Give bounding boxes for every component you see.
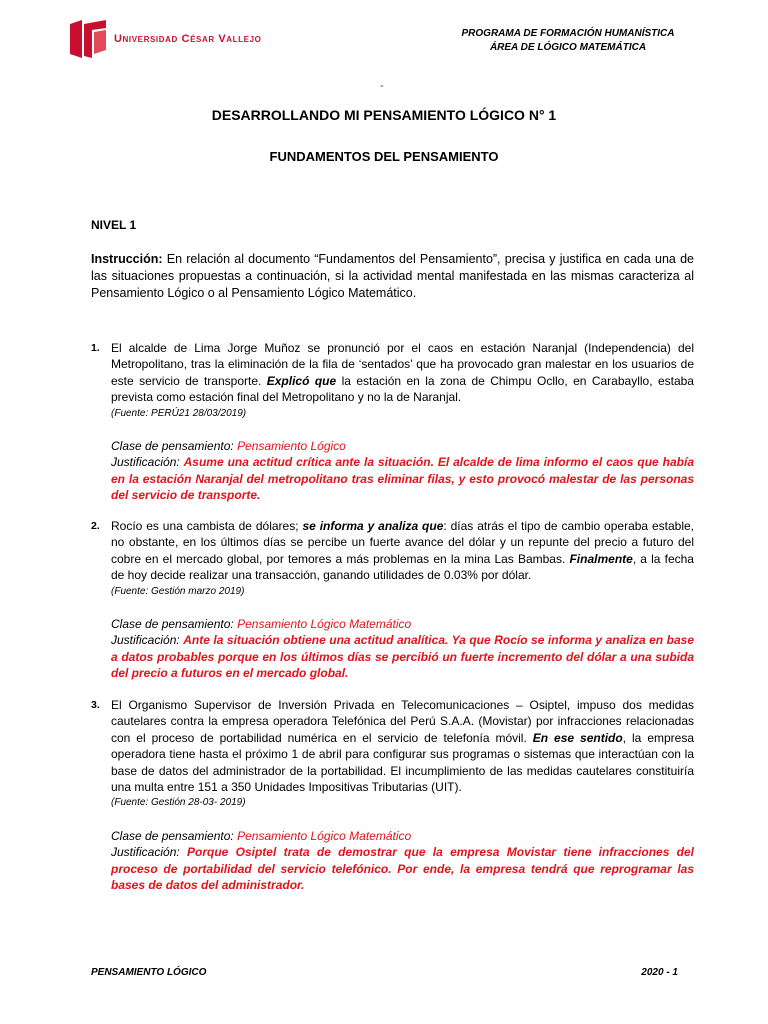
program-header	[438, 27, 698, 55]
statement-text: Rocío es una cambista de dólares;	[111, 519, 303, 533]
statement-text: la estación en la zona de Chimpu Ocllo, en Carabayllo, estaba prevista como estación final del Metropolitano y no la de Naranjal.	[111, 373, 694, 405]
thinking-class-line	[111, 616, 694, 632]
item-number: 2.	[91, 520, 100, 532]
statement-emphasis: se informa y analiza que	[302, 519, 444, 533]
program-line-2: ÁREA DE LÓGICO MATEMÁTICA	[489, 42, 647, 53]
justification	[111, 632, 694, 681]
exercise-item-3	[91, 697, 694, 893]
statement-text: El Organismo Supervisor de Inversión Privada en Telecomunicaciones – Osiptel, impuso dos medidas cautelares contra la empresa operadora Telefónica del Perú S.A.A. (Movistar) por infracciones relacionadas con el proceso de portabilidad numérica en el servicio de telefonía móvil.	[111, 698, 694, 745]
class-value: Pensamiento Lógico Matemático	[237, 828, 412, 843]
justification-label: Justificación:	[111, 633, 180, 648]
item-statement	[111, 340, 694, 406]
footer-period: 2020 - 1	[641, 967, 678, 978]
item-statement	[111, 697, 694, 795]
item-number: 3.	[91, 699, 100, 711]
statement-text: : días atrás el tipo de cambio operaba estable, no obstante, en los últimos días se percibe un fuerte avance del dólar y un repunte del precio a futuro del cobre en el mercado global, por temores a más problemas en la mina Las Bambas.	[111, 519, 695, 566]
instruction-label: Instrucción:	[91, 252, 163, 266]
justification	[111, 844, 694, 893]
class-label: Clase de pensamiento:	[111, 828, 234, 843]
justification-text: Asume una actitud crítica ante la situación. El alcalde de lima informo el caos que había en la estación Naranjal del metropolitano tras eliminar filas, y esto provocó malestar de las personas del servicio de transporte.	[111, 455, 694, 503]
footer-course: PENSAMIENTO LÓGICO	[91, 967, 207, 978]
item-number: 1.	[91, 342, 100, 354]
statement-text: El alcalde de Lima Jorge Muñoz se pronunció por el caos en estación Naranjal (Independencia) del Metropolitano, tras la eliminación de la fila de ‘sentados’ que ha provocado gran malestar en los usuarios de este servicio de transporte.	[111, 341, 694, 388]
level-heading: NIVEL 1	[91, 218, 137, 232]
justification	[111, 454, 694, 503]
item-statement	[111, 518, 694, 584]
justification-text: Porque Osiptel trata de demostrar que la empresa Movistar tiene infracciones del proceso de portabilidad del servicio telefónico. Por ende, la empresa tendrá que reprogramar las bases de datos del administrador.	[111, 845, 694, 893]
instruction-paragraph	[91, 251, 694, 302]
class-value: Pensamiento Lógico Matemático	[237, 617, 412, 632]
statement-text: , la empresa operadora tiene hasta el próximo 1 de abril para configurar sus programas o sistemas que interactúan con la base de datos del administrador de la portabilidad. El incumplimiento de las medidas cautelares constituiría una multa entre 151 a 350 Unidades Impositivas Tributarias (UIT).	[111, 730, 695, 795]
class-value: Pensamiento Lógico	[237, 439, 346, 454]
item-source: (Fuente: PERÚ21 28/03/2019)	[111, 407, 247, 419]
university-shield-icon	[70, 20, 106, 58]
justification-label: Justificación:	[111, 845, 180, 860]
document-subtitle: FUNDAMENTOS DEL PENSAMIENTO	[269, 149, 499, 164]
statement-text: , a la fecha de hoy decide realizar una transacción, ganando utilidades de 0.03% por dólar.	[111, 551, 694, 583]
justification-label: Justificación:	[111, 455, 180, 470]
justification-text: Ante la situación obtiene una actitud analítica. Ya que Rocío se informa y analiza en base a datos probables porque en los últimos días se percibió un fuerte incremento del dólar a una subida del precio a futuros en el mercado global.	[111, 633, 694, 681]
thinking-class-line	[111, 828, 694, 844]
exercise-item-1	[91, 340, 694, 504]
class-label: Clase de pensamiento:	[111, 617, 234, 632]
red-dash: -	[380, 80, 384, 92]
class-label: Clase de pensamiento:	[111, 439, 234, 454]
thinking-class-line	[111, 438, 694, 454]
exercise-item-2	[91, 518, 694, 682]
instruction-text: En relación al documento “Fundamentos del Pensamiento”, precisa y justifica en cada una de las situaciones propuestas a continuación, si la actividad mental manifestada en las mismas caracteriza al Pensamiento Lógico o al Pensamiento Lógico Matemático.	[91, 252, 694, 300]
document-title: DESARROLLANDO MI PENSAMIENTO LÓGICO N° 1	[211, 107, 557, 123]
university-logo	[70, 20, 261, 58]
item-source: (Fuente: Gestión marzo 2019)	[111, 585, 245, 597]
statement-emphasis: Finalmente	[569, 551, 633, 566]
logo-text: Universidad César Vallejo	[114, 33, 262, 45]
statement-emphasis: En ese sentido	[532, 730, 623, 745]
item-source: (Fuente: Gestión 28-03- 2019)	[111, 797, 246, 809]
statement-emphasis: Explicó que	[266, 373, 337, 388]
program-line-1: PROGRAMA DE FORMACIÓN HUMANÍSTICA	[461, 28, 675, 39]
